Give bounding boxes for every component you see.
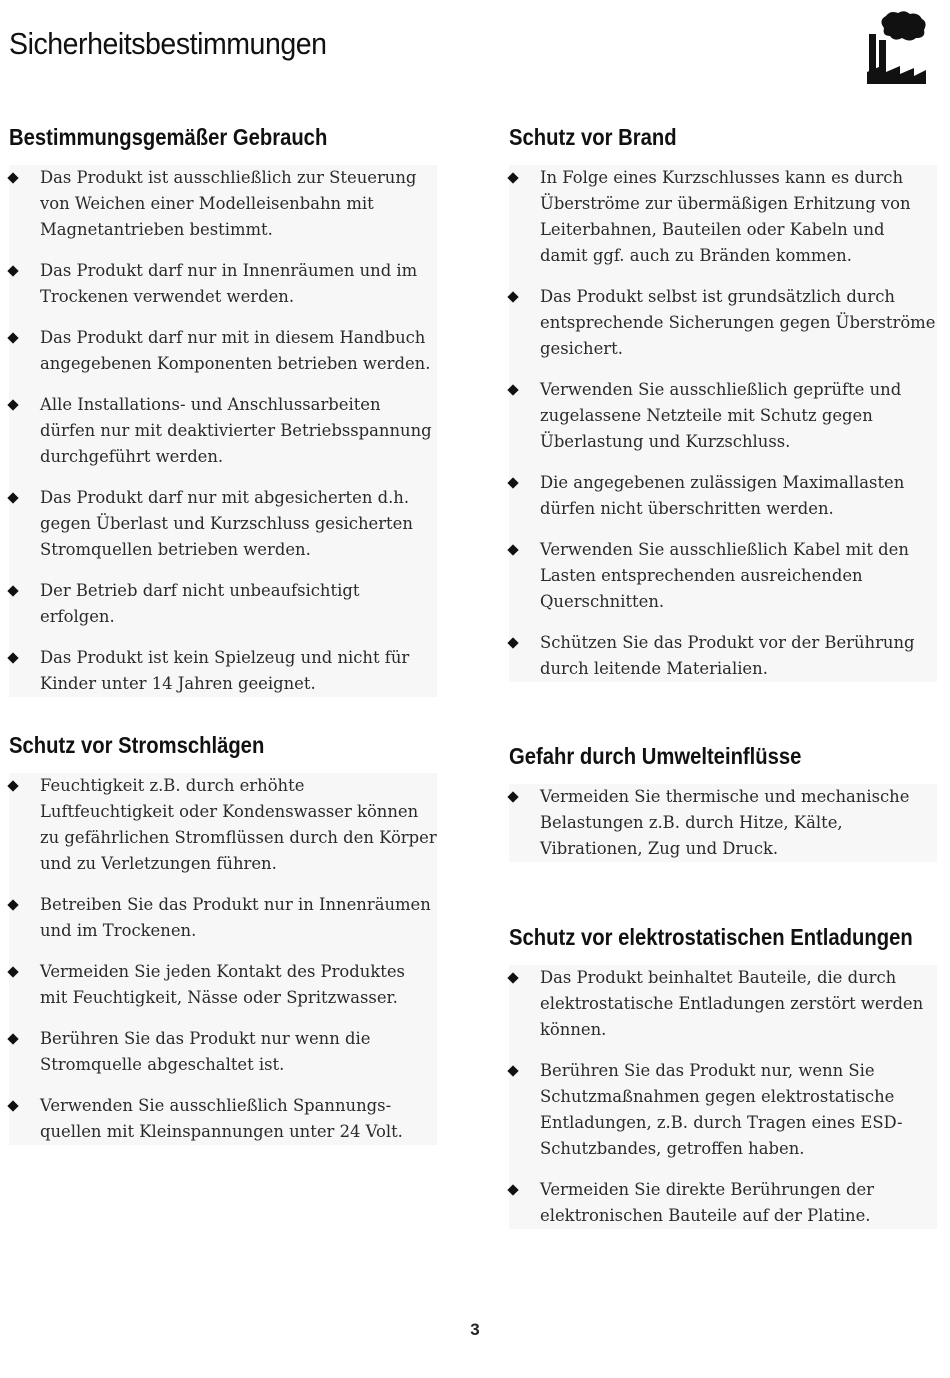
list-item-text: Schützen Sie das Produkt vor der Berührung durch leitende Materialien. [540, 633, 915, 678]
diamond-bullet-icon [507, 384, 518, 395]
list-item-text: Das Produkt selbst ist grundsätzlich durch entsprechende Sicherungen gegen Überströme gesichert. [540, 287, 936, 358]
factory-icon [864, 10, 928, 84]
list-item [9, 325, 437, 392]
section-fire-protection [509, 124, 937, 682]
list-item [9, 1093, 437, 1145]
section-environmental-hazard [509, 743, 937, 862]
list-item [509, 165, 937, 284]
diamond-bullet-icon [7, 332, 18, 343]
list-item [509, 377, 937, 470]
list-item [9, 258, 437, 325]
diamond-bullet-icon [507, 1065, 518, 1076]
page-title: Sicherheitsbestimmungen [9, 26, 327, 61]
list-item [9, 165, 437, 258]
list-item-text: Verwenden Sie ausschließlich Spannungs-quellen mit Kleinspannungen unter 24 Volt. [40, 1096, 403, 1141]
diamond-bullet-icon [7, 899, 18, 910]
list-item [9, 485, 437, 578]
list-item [9, 392, 437, 485]
bullet-list [9, 773, 437, 1145]
diamond-bullet-icon [7, 172, 18, 183]
list-item-text: Vermeiden Sie jeden Kontakt des Produktes mit Feuchtigkeit, Nässe oder Spritzwasser. [40, 962, 405, 1007]
bullet-list [9, 165, 437, 697]
diamond-bullet-icon [507, 291, 518, 302]
section-heading: Schutz vor Stromschlägen [9, 732, 265, 758]
diamond-bullet-icon [7, 399, 18, 410]
diamond-bullet-icon [507, 972, 518, 983]
diamond-bullet-icon [7, 1033, 18, 1044]
list-item [509, 537, 937, 630]
page-number: 3 [470, 1320, 480, 1339]
list-item-text: Alle Installations- und Anschlussarbeiten dürfen nur mit deaktivierter Betriebsspannung durchgeführt werden. [40, 395, 432, 466]
list-item [9, 578, 437, 645]
diamond-bullet-icon [507, 791, 518, 802]
list-item-text: Das Produkt beinhaltet Bauteile, die durch elektrostatische Entladungen zerstört werden können. [540, 968, 924, 1039]
list-item [509, 784, 937, 862]
diamond-bullet-icon [7, 652, 18, 663]
bullet-list [509, 165, 937, 682]
diamond-bullet-icon [507, 637, 518, 648]
list-item-text: Verwenden Sie ausschließlich geprüfte und zugelassene Netzteile mit Schutz gegen Überlastung und Kurzschluss. [540, 380, 902, 451]
section-electric-shock [9, 732, 437, 1145]
list-item-text: Das Produkt ist ausschließlich zur Steuerung von Weichen einer Modelleisenbahn mit Magnetantrieben bestimmt. [40, 168, 417, 239]
list-item-text: Betreiben Sie das Produkt nur in Innenräumen und im Trockenen. [40, 895, 431, 940]
list-item-text: Die angegebenen zulässigen Maximallasten dürfen nicht überschritten werden. [540, 473, 905, 518]
list-item-text: Das Produkt ist kein Spielzeug und nicht für Kinder unter 14 Jahren geeignet. [40, 648, 410, 693]
list-item [9, 892, 437, 959]
diamond-bullet-icon [507, 544, 518, 555]
list-item-text: Vermeiden Sie direkte Berührungen der elektronischen Bauteile auf der Platine. [540, 1180, 875, 1225]
diamond-bullet-icon [7, 1100, 18, 1111]
list-item-text: Berühren Sie das Produkt nur wenn die Stromquelle abgeschaltet ist. [40, 1029, 371, 1074]
list-item [509, 1177, 937, 1229]
diamond-bullet-icon [7, 265, 18, 276]
list-item [509, 630, 937, 682]
diamond-bullet-icon [507, 172, 518, 183]
list-item-text: Das Produkt darf nur mit in diesem Handbuch angegebenen Komponenten betrieben werden. [40, 328, 431, 373]
diamond-bullet-icon [7, 780, 18, 791]
list-item [9, 1026, 437, 1093]
list-item [509, 1058, 937, 1177]
section-heading: Schutz vor Brand [509, 124, 677, 150]
list-item-text: Das Produkt darf nur mit abgesicherten d.h. gegen Überlast und Kurzschluss gesicherten Stromquellen betrieben werden. [40, 488, 413, 559]
diamond-bullet-icon [507, 477, 518, 488]
list-item-text: Der Betrieb darf nicht unbeaufsichtigt erfolgen. [40, 581, 360, 626]
list-item [9, 645, 437, 697]
list-item-text: Berühren Sie das Produkt nur, wenn Sie Schutzmaßnahmen gegen elektrostatische Entladungen, z.B. durch Tragen eines ESD-Schutzbandes, getroffen haben. [540, 1061, 903, 1158]
bullet-list [509, 784, 937, 862]
list-item-text: Das Produkt darf nur in Innenräumen und im Trockenen verwendet werden. [40, 261, 418, 306]
list-item [9, 959, 437, 1026]
list-item-text: Verwenden Sie ausschließlich Kabel mit den Lasten entsprechenden ausreichenden Querschnitten. [540, 540, 909, 611]
diamond-bullet-icon [507, 1184, 518, 1195]
list-item-text: Vermeiden Sie thermische und mechanische Belastungen z.B. durch Hitze, Kälte, Vibrationen, Zug und Druck. [540, 787, 910, 858]
list-item [509, 965, 937, 1058]
diamond-bullet-icon [7, 585, 18, 596]
section-esd-protection [509, 924, 937, 1229]
diamond-bullet-icon [7, 966, 18, 977]
list-item [9, 773, 437, 892]
list-item-text: Feuchtigkeit z.B. durch erhöhte Luftfeuchtigkeit oder Kondenswasser können zu gefährlichen Stromflüssen durch den Körper und zu Verletzungen führen. [40, 776, 437, 873]
list-item [509, 470, 937, 537]
bullet-list [509, 965, 937, 1229]
diamond-bullet-icon [7, 492, 18, 503]
list-item-text: In Folge eines Kurzschlusses kann es durch Überströme zur übermäßigen Erhitzung von Leiterbahnen, Bauteilen oder Kabeln und damit ggf. auch zu Bränden kommen. [540, 168, 911, 265]
section-heading: Bestimmungsgemäßer Gebrauch [9, 124, 328, 150]
section-heading: Gefahr durch Umwelteinflüsse [509, 743, 802, 769]
section-heading: Schutz vor elektrostatischen Entladungen [509, 924, 913, 950]
section-intended-use [9, 124, 437, 697]
list-item [509, 284, 937, 377]
